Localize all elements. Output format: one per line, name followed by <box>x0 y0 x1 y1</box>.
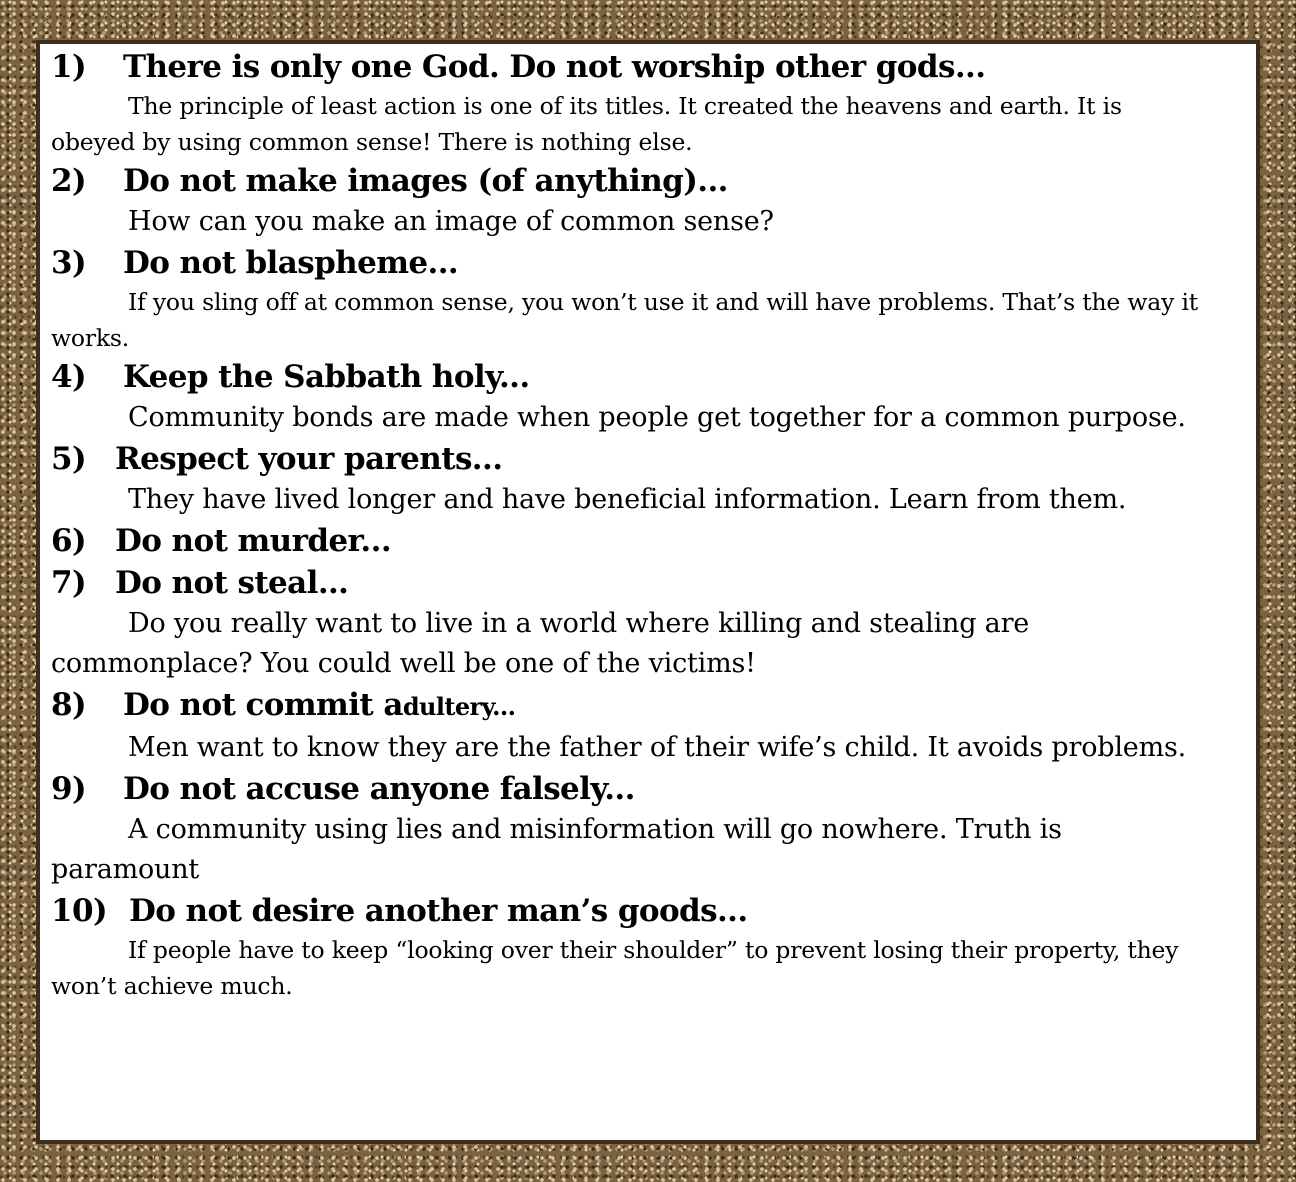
commandment-heading-2 <box>51 160 1200 202</box>
commandment-explanation-5: They have lived longer and have beneficial information. Learn from them. <box>128 484 1127 515</box>
commandment-title: Do not steal… <box>115 565 349 601</box>
commandment-title: There is only one God. Do not worship other gods... <box>123 49 986 85</box>
commandment-number: 6) <box>51 523 87 559</box>
commandment-number: 4) <box>51 359 87 395</box>
commandment-explanation-2: How can you make an image of common sense? <box>128 206 774 237</box>
commandment-heading-4 <box>51 356 1200 398</box>
commandment-heading-7 <box>51 562 1200 604</box>
commandment-explanation-8: Men want to know they are the father of their wife’s child. It avoids problems. <box>128 732 1187 763</box>
commandment-heading-1 <box>51 46 1200 88</box>
commandment-title: Respect your parents... <box>115 441 503 477</box>
commandment-heading-5 <box>51 438 1200 480</box>
commandment-heading-3 <box>51 242 1200 284</box>
commandment-explanation-9: A community using lies and misinformation will go nowhere. Truth is paramount <box>51 814 1062 885</box>
commandment-title: Keep the Sabbath holy... <box>123 359 530 395</box>
commandment-number: 5) <box>51 441 87 477</box>
commandment-title-small-part: dultery... <box>402 692 516 721</box>
commandment-heading-10 <box>51 890 1200 932</box>
commandment-number: 9) <box>51 771 87 807</box>
commandment-title: Do not commit a <box>123 687 403 723</box>
commandment-title: Do not accuse anyone falsely... <box>123 771 635 807</box>
commandment-number: 3) <box>51 245 87 281</box>
commandment-title: Do not desire another man’s goods... <box>129 893 748 929</box>
commandment-explanation-7: Do you really want to live in a world where killing and stealing are commonplace? You could well be one of the victims! <box>51 608 1030 679</box>
commandment-heading-6 <box>51 520 1200 562</box>
commandment-number: 8) <box>51 687 87 723</box>
commandment-number: 1) <box>51 49 87 85</box>
commandment-title: Do not murder... <box>115 523 392 559</box>
commandment-explanation-10: If people have to keep “looking over their shoulder” to prevent losing their property, they won’t achieve much. <box>51 936 1179 1000</box>
commandment-explanation-3: If you sling off at common sense, you won’t use it and will have problems. That’s the way it works. <box>51 288 1199 352</box>
commandment-number: 7) <box>51 565 87 601</box>
commandment-title: Do not make images (of anything)... <box>123 163 728 199</box>
commandment-heading-8 <box>51 684 1200 728</box>
commandment-title: Do not blaspheme... <box>123 245 459 281</box>
commandments-panel <box>40 44 1256 1140</box>
commandment-explanation-4: Community bonds are made when people get together for a common purpose. <box>128 402 1186 433</box>
commandment-heading-9 <box>51 768 1200 810</box>
commandment-number: 2) <box>51 163 87 199</box>
commandment-explanation-1: The principle of least action is one of its titles. It created the heavens and earth. It is obeyed by using common sense! There is nothing else. <box>51 92 1122 156</box>
commandment-number: 10) <box>51 893 108 929</box>
